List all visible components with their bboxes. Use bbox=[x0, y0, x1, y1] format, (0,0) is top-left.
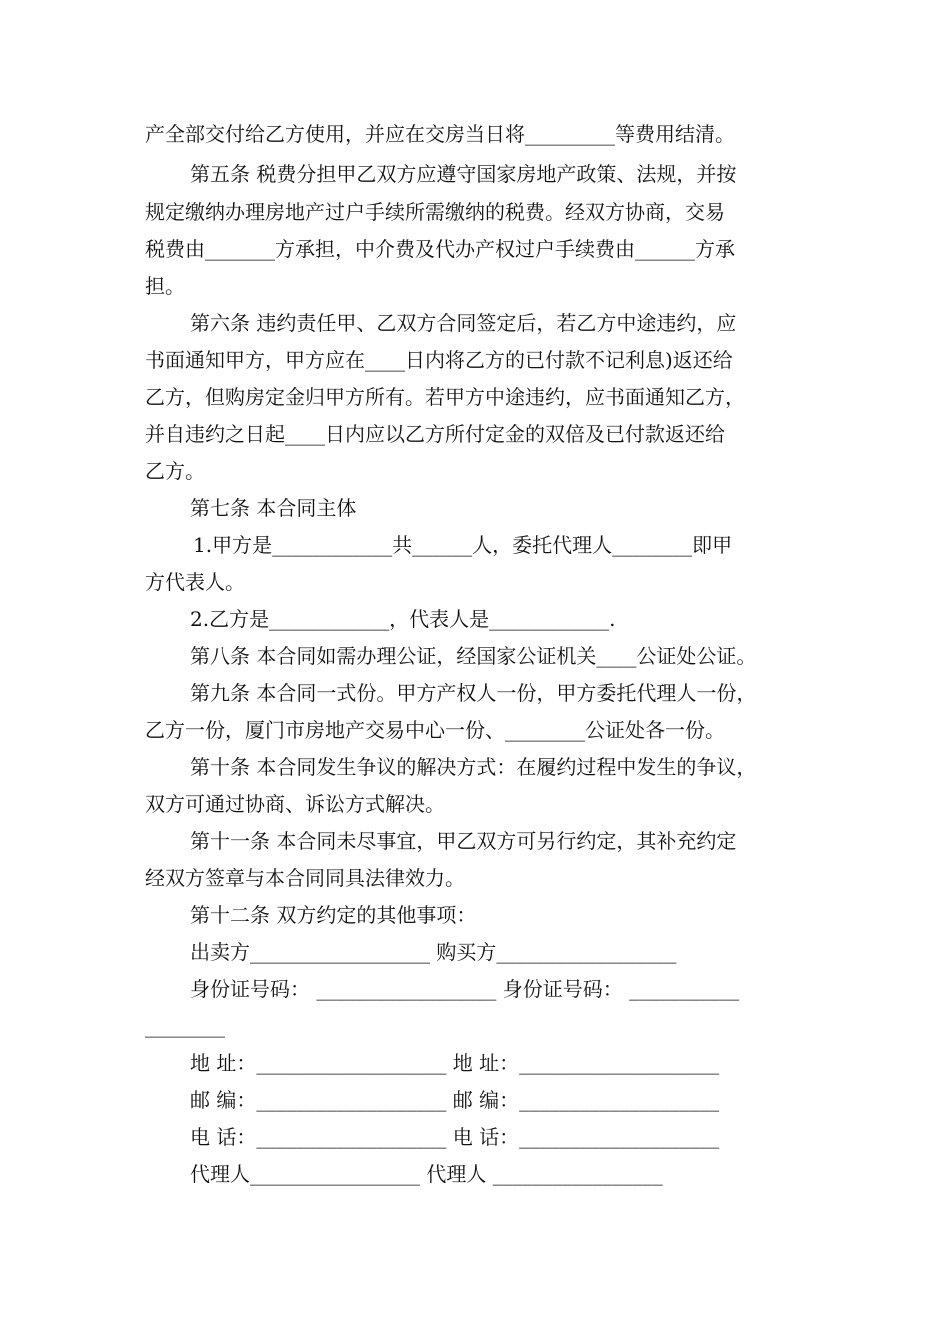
text-line-19: 双方可通过协商、诉讼方式解决。 bbox=[145, 792, 445, 816]
text-line-1: 产全部交付给乙方使用，并应在交房当日将_________等费用结清。 bbox=[145, 122, 735, 146]
clause-7-heading: 第七条 本合同主体 bbox=[190, 496, 357, 520]
party-b-line: 2.乙方是____________，代表人是____________. bbox=[190, 607, 616, 631]
clause-12-heading: 第十二条 双方约定的其他事项： bbox=[190, 903, 477, 927]
text-line-8: 乙方，但购房定金归甲方所有。若甲方中途违约，应书面通知乙方， bbox=[145, 385, 745, 409]
clause-6-heading: 第六条 违约责任甲、乙双方合同签定后，若乙方中途违约，应 bbox=[190, 311, 737, 335]
text-line-17: 乙方一份，厦门市房地产交易中心一份、________公证处各一份。 bbox=[145, 718, 725, 742]
text-line-21: 经双方签章与本合同同具法律效力。 bbox=[145, 866, 465, 890]
text-line-5: 担。 bbox=[145, 274, 185, 298]
id-number-continuation: ________ bbox=[145, 1014, 225, 1038]
clause-11-heading: 第十一条 本合同未尽事宜，甲乙双方可另行约定，其补充约定 bbox=[190, 829, 737, 853]
text-line-13: 方代表人。 bbox=[145, 570, 245, 594]
party-a-line: 1.甲方是____________共______人，委托代理人________即甲 bbox=[193, 533, 733, 557]
text-line-3: 规定缴纳办理房地产过户手续所需缴纳的税费。经双方协商，交易 bbox=[145, 200, 725, 224]
clause-10-heading: 第十条 本合同发生争议的解决方式：在履约过程中发生的争议， bbox=[190, 755, 757, 779]
id-number-line: 身份证号码： __________________ 身份证号码： ___________ bbox=[190, 977, 740, 1001]
text-line-9: 并自违约之日起____日内应以乙方所付定金的双倍及已付款返还给 bbox=[145, 422, 725, 446]
seller-buyer-line: 出卖方__________________ 购买方__________________ bbox=[190, 940, 677, 964]
text-line-7: 书面通知甲方，甲方应在____日内将乙方的已付款不记利息)返还给 bbox=[145, 348, 733, 372]
clause-5-heading: 第五条 税费分担甲乙双方应遵守国家房地产政策、法规，并按 bbox=[190, 162, 737, 186]
phone-line: 电 话：___________________ 电 话：____________________ bbox=[190, 1125, 720, 1149]
text-line-10: 乙方。 bbox=[145, 459, 205, 483]
text-line-4: 税费由_______方承担，中介费及代办产权过户手续费由______方承 bbox=[145, 237, 735, 261]
postcode-line: 邮 编：___________________ 邮 编：____________________ bbox=[190, 1088, 720, 1112]
agent-line: 代理人_________________ 代理人 _________________ bbox=[190, 1162, 663, 1186]
clause-9-heading: 第九条 本合同一式份。甲方产权人一份，甲方委托代理人一份， bbox=[190, 681, 757, 705]
clause-8-heading: 第八条 本合同如需办理公证，经国家公证机关____公证处公证。 bbox=[190, 644, 757, 668]
address-line: 地 址：___________________ 地 址：____________________ bbox=[190, 1051, 720, 1075]
